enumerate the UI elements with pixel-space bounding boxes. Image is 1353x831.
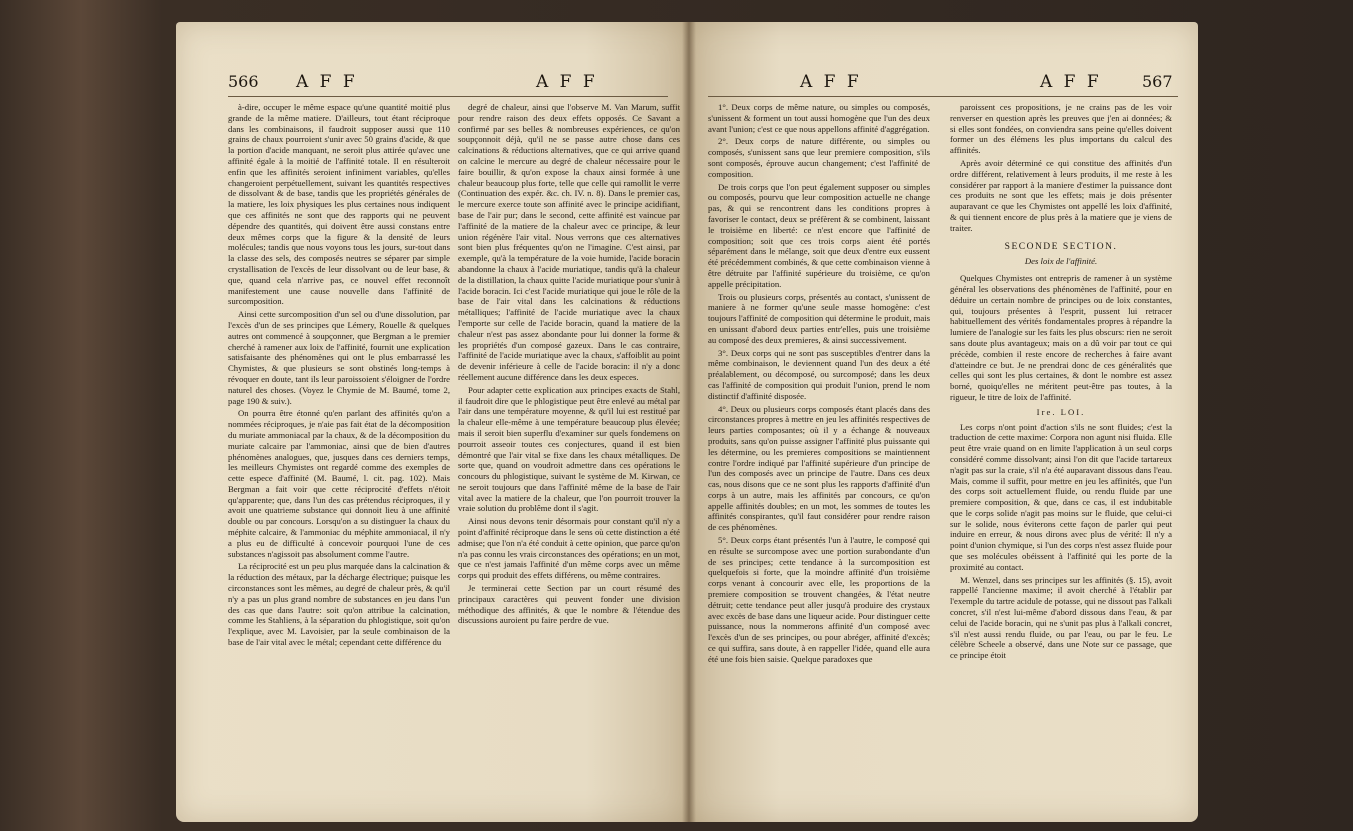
law-title: Ire. LOI.	[1036, 406, 1086, 417]
paragraph: Quelques Chymistes ont entrepris de ramener à un système général les observations des phénomènes de l'affinité, pour en déduire un certain nombre de principes ou de loix constantes, qui, toujours présentes à l'esprit, pussent lui retracer habituellement des vérités fondamentales propres à répandre la lumiere de l'analogie sur les faits les plus obscurs: rien ne seroit sans doute plus avantageux; mais on a dû voir par tout ce qui précède, combien il reste encore de recherches à faire avant d'atteindre ce but. Je ne prendrai donc de ces généralités que celles qui sont les plus certaines, & dont le nombre est assez borné, quoiqu'elles ne méritent peut-être pas toutes, à la rigueur, le titre de loix de l'affinité.	[950, 273, 1172, 402]
paragraph: Les corps n'ont point d'action s'ils ne sont fluides; c'est la traduction de cette maxime: Corpora non agunt nisi fluida. Elle peut être vraie quand on en limite l'application à un seul corps considéré comme dissolvant; ainsi l'on dit que l'acide tartareux n'agit pas sur la craie, s'il n'a été auparavant dissous dans l'eau. Mais, comme il suffit, pour mettre en jeu les affinités, que l'un des corps soit actuellement fluide, ou rendu fluide par une premiere composition, & que, dans ce cas, il est indubitable que le corps solide n'agit pas moins sur le fluide, que celui-ci sur le solide, nous éviterons cette façon de parler qui peut induire en erreur, & nous dirons avec plus de vérité: Il n'y a point d'union chymique, si l'un des corps n'est assez fluide pour que ses molécules obéissent à l'affinité qui les porte de la proximité au contact.	[950, 421, 1172, 572]
paragraph: De trois corps que l'on peut également supposer ou simples ou composés, pourvu que leur composition actuelle ne change pas, & qui se rencontrent dans les conditions propres à favoriser le contact, deux se préfèrent & se combinent, laissant le troisième en liberté: ce n'est encore que l'affinité de composition; soit que ces trois corps aient été portés séparément dans le mélange, soit que deux d'entre eux eussent été précédemment combinés, & que cette combinaison vienne à être détruite par l'affinité supérieure du troisième, ce qu'on appelle précipitation.	[708, 181, 930, 289]
right-page	[688, 22, 1198, 822]
paragraph: Après avoir déterminé ce qui constitue des affinités d'un ordre différent, relativement à leurs produits, il me reste à les considérer par rapport à la maniere d'estimer la puissance dont ces produits ne sont que les effets; mais je dois présenter auparavant ce que les Chymistes ont appellé les loix d'affinité, & qui tiennent encore de plus près à la matiere que je viens de traiter.	[950, 157, 1172, 233]
left-running-head-1: A F F	[296, 72, 358, 92]
right-column-1	[708, 102, 930, 822]
paragraph: Trois ou plusieurs corps, présentés au contact, s'unissent de maniere à ne former qu'une seule masse homogène: c'est toujours l'affinité de composition qui détermine le produit, mais en unissant d'abord deux parties entr'elles, puis une troisième au composé des deux premieres, & ainsi successivement.	[708, 291, 930, 345]
left-page	[176, 22, 688, 822]
paragraph: Je terminerai cette Section par un court résumé des principaux caractères qui peuvent fonder une division méthodique des affinités, & que le nombre & l'étendue des discussions auroient pu faire perdre de vue.	[458, 583, 680, 626]
paragraph: paroissent ces propositions, je ne crains pas de les voir renverser en question après les preuves que j'en ai données; & si elles sont fondées, on conviendra sans peine qu'elles doivent former un des élémens les plus importans du calcul des affinités.	[950, 102, 1172, 156]
right-running-head-2: A F F	[1040, 72, 1102, 92]
left-header-rule	[228, 96, 668, 97]
paragraph: 3°. Deux corps qui ne sont pas susceptibles d'entrer dans la même combinaison, le deviennent quand l'un des deux a été préalablement, ou décomposé, ou surcomposé; dans les deux cas l'affinité de composition qui produit l'union, prend le nom distinctif d'affinité disposée.	[708, 347, 930, 401]
paragraph: Ainsi nous devons tenir désormais pour constant qu'il n'y a point d'affinité réciproque dans le sens où cette distinction a été admise; que l'on n'a été conduit à cette opinion, que parce qu'on n'a pas connu les vrais circonstances des opérations; en un mot, que ce n'est jamais l'affinité d'un même corps avec un même corps qui produit des effets différens, ou même contraires.	[458, 516, 680, 581]
left-column-2	[458, 102, 680, 822]
right-column-2	[950, 102, 1172, 822]
right-header-rule	[708, 96, 1178, 97]
right-running-head-1: A F F	[800, 72, 862, 92]
book-gutter	[682, 22, 696, 822]
left-running-head-2: A F F	[536, 72, 598, 92]
right-page-number: 567	[1142, 72, 1173, 91]
section-subtitle: Des loix de l'affinité.	[1024, 256, 1098, 267]
paragraph: 4°. Deux ou plusieurs corps composés étant placés dans des circonstances propres à mettre en jeu les affinités respectives de leurs parties composantes; où il y a échange & nouveaux produits, sans qu'on puisse assigner l'affinité plus puissante qui les détermine, ou les premieres compositions se maintiennent contre l'ordre indiqué par l'affinité supérieure d'un principe de l'un des composés avec un principe de l'autre. Dans ces deux cas, nous disons que ce ne sont plus les rapports d'affinité d'un corps à un autre, mais les affinités par concours, ce qu'on appelle affinités doubles; en un mot, les sommes de toutes les affinités conspirantes, qu'il faut considérer pour rendre raison de ces phénomènes.	[708, 403, 930, 533]
paragraph: 2°. Deux corps de nature différente, ou simples ou composés, s'unissent sans que leur premiere composition, s'ils sont composés, éprouve aucun changement; c'est l'affinité de composition.	[708, 136, 930, 179]
paragraph: à-dire, occuper le même espace qu'une quantité moitié plus grande de la même matiere. D'ailleurs, tout étant réciproque dans les combinaisons, il faudroit supposer aussi que 110 grains de chaux pourroient s'unir avec 50 grains d'acide, & que la portion d'acide manquant, ne seroit plus attirée qu'avec une affinité égale à la moitié de l'affinité totale. Il en résulteroit enfin que les affinités seroient infiniment variables, qu'elles changeroient perpétuellement, suivant les quantités respectives de dissolvant & de base, tandis que les propriétés générales de la matiere, les loix physiques les plus certaines nous indiquent que ces affinités ne sont que des rapports qui ne peuvent dépendre des quantités, qui doivent être aussi constans entre deux mêmes corps que la figure & la densité de leurs molécules; tandis que nous voyons tous les jours, sur-tout dans la classe des sels, des composés neutres se séparer par simple crystallisation de l'excès de leur dissolvant ou de leur base, & que, quand cela n'arrive pas, ce nouvel effet reconnoît manifestement une cause nouvelle dans l'affinité de surcomposition.	[228, 102, 450, 307]
paragraph: Ainsi cette surcomposition d'un sel ou d'une dissolution, par l'excès d'un de ses principes que Lémery, Rouelle & quelques autres ont commencé à soupçonner, que Bergman a le premier cherché à ramener aux loix de l'affinité, fournit une explication satisfaisante des phénomènes qui ont le plus embarrassé les Chymistes, & que plusieurs se sont obstinés long-temps à révoquer en doute, tant ils leur paroissoient s'éloigner de l'ordre naturel des choses. (Voyez le Chymie de M. Baumé, tome 2, page 190 & suiv.).	[228, 309, 450, 406]
left-page-number: 566	[228, 72, 259, 91]
paragraph: La réciprocité est un peu plus marquée dans la calcination & la réduction des métaux, par la décharge électrique; puisque les circonstances sont les mêmes, au degré de chaleur près, & qu'il n'y a pas un plus grand nombre de substances en jeu dans l'un des cas que dans l'autre: soit qu'on attribue la calcination, comme les Stahliens, à la séparation du phlogistique, soit qu'on l'explique, avec M. Lavoisier, par la seule combinaison de la base de l'air vital avec le métal; cependant cette différence du	[228, 561, 450, 648]
left-column-1	[228, 102, 450, 822]
paragraph: degré de chaleur, ainsi que l'observe M. Van Marum, suffit pour rendre raison des deux effets opposés. Ce Savant a confirmé par ses belles & nombreuses expériences, ce qu'on soupçonnoit déjà, qu'il ne se passe autre chose dans ces calcinations & réductions alternatives, que ce qui arrive quand on calcine le mercure au degré de chaleur nécessaire pour le faire bouillir, & qu'on expose la chaux ainsi formée à une chaleur beaucoup plus forte, telle que celle qui ramollit le verre (Continuation des expér. &c. ch. IV. n. 8). Dans le premier cas, le mercure exerce toute son affinité avec le principe acidifiant, base de l'air pur; dans le second, cette affinité est vaincue par l'affinité de la matiere de la chaleur avec ce principe, & leur union régénère l'air vital. Nous verrons que ces alternatives sont bien plus fréquentes qu'on ne l'imagine. C'est ainsi, par exemple, qu'à la température de la voie humide, l'acide boracin abandonne la chaux à l'acide muriatique, tandis qu'à la chaleur de la distillation, la chaux quitte l'acide muriatique pour s'unir à l'acide boracin. Ici c'est l'acide muriatique qui joue le rôle de la base de l'air vital dans les calcinations & réductions métalliques; l'affinité de l'acide muriatique avec la chaux l'emporte sur celle de l'acide boracin, quand la matiere de la chaleur n'est pas assez abondante pour lui donner la forme & les propriétés d'un composé gazeux. Dans le cas contraire, l'affinité de l'acide muriatique avec la chaux, s'affoiblit au point de devenir inférieure à celle de l'acide boracin: il n'y a donc réellement aucune différence dans les deux especes.	[458, 102, 680, 382]
section-title: SECONDE SECTION.	[1004, 241, 1118, 252]
paragraph: 1°. Deux corps de même nature, ou simples ou composés, s'unissent & forment un tout aussi homogène que l'un des deux avant l'union; c'est ce que nous appellons affinité d'aggrégation.	[708, 102, 930, 134]
paragraph: Pour adapter cette explication aux principes exacts de Stahl, il faudroit dire que le phlogistique peut être enlevé au métal par l'air dans une température moyenne, & qu'il lui est restitué par la chaleur elle-même à une température beaucoup plus élevée; mais il seroit bien superflu d'examiner sur quels fondemens on pourroit asseoir toutes ces conjectures, quand il est bien démontré que l'air vital se fixe dans les chaux métalliques. De sorte que, quand on voudroit admettre dans ces opérations le concours du phlogistique, suivant le système de M. Kirwan, ce ne seroit toujours que dans l'affinité même de la base de l'air vital avec la matiere de la chaleur, que l'on pourroit trouver la vraie solution du problême dont il s'agit.	[458, 384, 680, 514]
paragraph: 5°. Deux corps étant présentés l'un à l'autre, le composé qui en résulte se surcompose avec une portion surabondante d'un de ses principes; cette tendance à la surcomposition est quelquefois si forte, que la moindre affinité d'un troisième corps venant à concourir avec elle, les proportions de la premiere composition se trouvent changées, & l'état neutre détruit; cette tendance peut aller jusqu'à produire des crystaux avec excès de base dans une liqueur acide. Pour distinguer cette puissance, nous la nommerons affinité d'un composé avec l'excès d'un de ses principes, ou pour abréger, affinité d'excès; ce qui suffira, sans doute, à en rappeller l'idée, quand elle aura été une fois bien saisie. Quelque paradoxes que	[708, 535, 930, 664]
paragraph: M. Wenzel, dans ses principes sur les affinités (§. 15), avoit rappellé l'ancienne maxime; il avoit cherché à l'établir par l'exemple du tartre acidule de potasse, qui ne dissout pas l'alkali concret, s'il n'est lui-même d'abord dissous dans l'eau, & par celui de l'acide boracin, qui ne s'unit pas plus à l'alkali concret, s'il n'est aussi rendu fluide, ou par l'eau, ou par le feu. Le célèbre Scheele a observé, dans une Note sur ce passage, que ce principe étoit	[950, 574, 1172, 661]
paragraph: On pourra être étonné qu'en parlant des affinités qu'on a nommées réciproques, je n'aie pas fait état de la décomposition du muriate ammoniacal par la chaux, & de la décomposition du muriate calcaire par l'ammoniac, ainsi que de bien d'autres phénomènes analogues, que, jusques dans ces derniers temps, les meilleurs Chymistes ont regardé comme des exemples de cette espece d'affinité (M. Baumé, l. cit. pag. 102). Mais Bergman a fait voir que cette réciprocité d'effets n'étoit qu'apparente; que, dans l'un des cas prétendus réciproques, il y avoit une quatrieme substance qui donnoit lieu à une affinité double ou par concours. Lorsqu'on a su distinguer la chaux du méphite calcaire, & l'ammoniac du méphite ammoniacal, il n'y a plus eu de difficulté à concevoir pourquoi l'une de ces substances n'agissoit pas absolument comme l'autre.	[228, 408, 450, 559]
